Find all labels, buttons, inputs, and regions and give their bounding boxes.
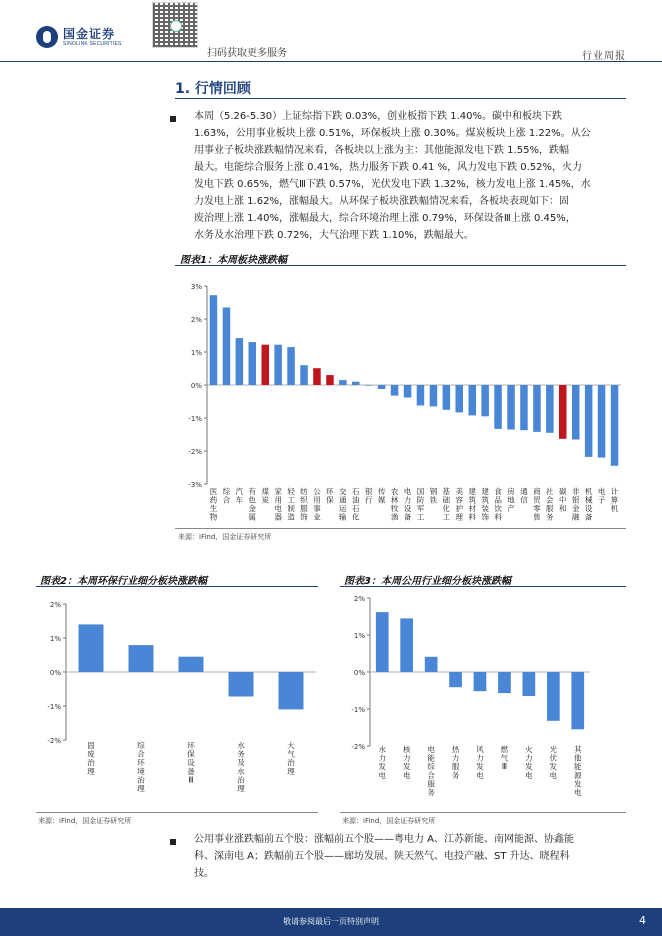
bar (469, 385, 477, 415)
x-category-label: 传媒 (377, 487, 386, 505)
bar (481, 385, 489, 416)
bar (598, 385, 606, 458)
x-category-label: 核力发电 (402, 745, 411, 780)
y-tick-label: 0% (190, 382, 202, 390)
chart2-title: 图表2：本周环保行业细分板块涨跌幅 (40, 576, 207, 587)
header-divider (0, 61, 662, 62)
bar (262, 345, 270, 385)
y-tick-label: -1% (351, 706, 365, 714)
bar (474, 672, 487, 691)
bar (417, 385, 425, 406)
x-category-label: 石油石化 (352, 487, 360, 522)
x-category-label: 房地产 (507, 487, 515, 513)
bar (326, 375, 334, 385)
x-category-label: 综合 (222, 487, 231, 505)
chart1-source-divider (175, 528, 626, 529)
y-tick-label: 0% (353, 669, 365, 677)
bullet-icon (170, 116, 176, 122)
x-category-label: 建筑材料 (468, 487, 476, 522)
x-category-label: 食品饮料 (494, 487, 502, 522)
y-tick-label: 3% (190, 283, 202, 291)
bar (339, 380, 347, 385)
x-category-label: 家用电器 (274, 487, 282, 522)
bar (611, 385, 619, 466)
report-type: 行业周报 (582, 51, 626, 62)
y-tick-label: -1% (47, 703, 61, 711)
x-category-label: 美容护理 (455, 487, 464, 522)
y-tick-label: 0% (49, 669, 61, 677)
chart3-title-divider (340, 586, 626, 587)
y-tick-label: -2% (351, 743, 365, 751)
bar (223, 308, 231, 386)
x-category-label: 机械设备 (584, 487, 593, 522)
x-category-label: 风力发电 (476, 745, 484, 780)
bar (430, 385, 438, 406)
bar (129, 645, 154, 672)
logo-icon (36, 26, 58, 48)
bar (365, 385, 373, 386)
x-category-label: 其他能源发电 (574, 745, 582, 797)
chart1-source: 来源：iFind，国金证券研究所 (178, 533, 272, 541)
x-category-label: 建筑装饰 (481, 487, 489, 522)
x-category-label: 环保 (326, 487, 334, 505)
chart1-title: 图表1：本周板块涨跌幅 (180, 255, 287, 266)
chart2-source-divider (36, 812, 318, 813)
y-tick-label: 2% (190, 316, 202, 324)
bar (229, 672, 254, 697)
bar (79, 624, 104, 672)
bar (274, 345, 282, 385)
bar (376, 612, 389, 672)
bar (585, 385, 593, 457)
bullet-icon (170, 839, 176, 845)
bar (279, 672, 304, 709)
section-title: 1. 行情回顾 (175, 81, 251, 97)
x-category-label: 大气治理 (287, 741, 295, 776)
bar (572, 385, 580, 440)
paragraph-line: 用事业子板块涨跌幅情况来看，各板块以上涨为主：其他能源发电下跌 1.55%，跌幅 (194, 145, 569, 156)
bar (449, 672, 462, 687)
x-category-label: 纺织服饰 (300, 487, 308, 522)
x-category-label: 环保设备 Ⅲ (187, 741, 195, 785)
bar (404, 385, 412, 398)
summary-paragraph (194, 108, 634, 244)
paragraph-line: 技。 (194, 868, 214, 879)
x-category-label: 非银金融 (571, 487, 580, 522)
chart3-source: 来源：iFind，国金证券研究所 (342, 817, 436, 825)
paragraph-line: 发电下跌 0.65%，燃气Ⅲ下跌 0.57%，光伏发电下跌 1.32%，核力发电上涨 1.45%，水 (194, 179, 591, 190)
x-category-label: 碳中和 (559, 487, 567, 513)
logo-name-cn: 国金证券 (63, 26, 116, 41)
footer-disclaimer[interactable]: 敬请参阅最后一页特别声明 (283, 917, 379, 926)
bar (547, 672, 560, 721)
x-category-label: 农林牧渔 (390, 487, 399, 522)
bar (425, 657, 438, 672)
x-category-label: 火力发电 (525, 745, 533, 780)
bar (498, 672, 511, 693)
chart3-title: 图表3：本周公用行业细分板块涨跌幅 (344, 576, 511, 587)
bar (179, 657, 204, 672)
x-category-label: 煤炭 (261, 487, 269, 505)
bar (313, 368, 321, 385)
company-logo (36, 26, 122, 48)
chart3-source-divider (340, 812, 626, 813)
bar (559, 385, 567, 439)
bar (236, 338, 244, 385)
bar (456, 385, 464, 412)
paragraph-line: 公用事业涨跌幅前五个股：涨幅前五个股——粤电力 A、江苏新能、南网能源、协鑫能 (194, 834, 575, 845)
paragraph-line: 科、深南电 A；跌幅前五个股——廊坊发展、陕天然气、电投产融、ST 升达、晓程科 (194, 851, 570, 862)
bar (520, 385, 528, 430)
bar (300, 365, 308, 385)
logo-name-en: SINOLINK SECURITIES (63, 40, 122, 47)
x-category-label: 交通运输 (339, 487, 347, 522)
bar (400, 618, 413, 672)
chart2-title-divider (36, 586, 318, 587)
bar (507, 385, 515, 430)
x-category-label: 水力发电 (378, 745, 386, 780)
scan-prompt: 扫码获取更多服务 (207, 48, 287, 59)
y-tick-label: -1% (188, 415, 202, 423)
y-tick-label: 2% (353, 595, 365, 603)
x-category-label: 汽车 (235, 487, 244, 505)
chart2-environmental-bar-chart (36, 588, 318, 808)
x-category-label: 基础化工 (442, 487, 451, 522)
paragraph-line: 最大。电能综合服务上涨 0.41%，热力服务下跌 0.41 %，风力发电下跌 0.52%，火力 (194, 162, 583, 173)
y-tick-label: 2% (49, 601, 61, 609)
bar (391, 385, 399, 396)
paragraph-line: 力发电上涨 1.62%，涨幅最大。从环保子板块涨跌幅情况来看，各板块表现如下：固 (194, 196, 569, 207)
bar (249, 342, 257, 385)
bar (546, 385, 554, 433)
x-category-label: 医药生物 (209, 487, 218, 522)
paragraph-line: 水务及水治理下跌 0.72%，大气治理下跌 1.10%，跌幅最大。 (194, 230, 474, 241)
x-category-label: 轻工制造 (287, 487, 295, 522)
x-category-label: 燃气 Ⅲ (500, 745, 509, 772)
x-category-label: 综合环境治理 (137, 741, 145, 793)
x-category-label: 固废治理 (87, 741, 95, 776)
paragraph-line: 1.63%，公用事业板块上涨 0.51%，环保板块上涨 0.30%。煤炭板块上涨 1.22%。从公 (194, 128, 591, 139)
y-tick-label: -2% (47, 737, 61, 745)
bar (287, 347, 295, 385)
x-category-label: 银行 (364, 487, 373, 505)
section-divider (175, 98, 626, 99)
x-category-label: 国防军工 (416, 487, 425, 522)
x-category-label: 钢铁 (429, 487, 438, 505)
x-category-label: 计算机 (610, 487, 619, 513)
y-tick-label: -2% (188, 448, 202, 456)
x-category-label: 水务及水治理 (237, 741, 245, 793)
paragraph-line: 废治理上涨 1.40%，涨幅最大，综合环境治理上涨 0.79%，环保设备Ⅲ上涨 0.45%， (194, 213, 576, 224)
y-tick-label: 1% (190, 349, 202, 357)
bar (571, 672, 584, 729)
page-number: 4 (639, 914, 646, 927)
x-category-label: 通信 (520, 487, 528, 505)
stock-ranking-paragraph (194, 831, 634, 882)
bar (378, 385, 386, 389)
x-category-label: 公用事业 (313, 487, 321, 522)
y-tick-label: 1% (353, 632, 365, 640)
x-category-label: 有色金属 (248, 487, 257, 522)
chart2-source: 来源：iFind，国金证券研究所 (38, 817, 132, 825)
x-category-label: 社会服务 (546, 487, 554, 522)
x-category-label: 电力设备 (403, 487, 412, 522)
x-category-label: 商贸零售 (533, 487, 541, 522)
x-category-label: 电子 (597, 487, 606, 505)
bar (352, 382, 360, 385)
x-category-label: 光伏发电 (549, 745, 558, 780)
y-tick-label: 1% (49, 635, 61, 643)
chart1-sector-bar-chart (175, 266, 626, 528)
bar (523, 672, 536, 696)
y-tick-label: -3% (188, 481, 202, 489)
qr-code-icon[interactable] (152, 2, 198, 48)
x-category-label: 电能综合服务 (427, 745, 435, 797)
paragraph-line: 本周（5.26-5.30）上证综指下跌 0.03%，创业板指下跌 1.40%。碳中和板块下跌 (194, 111, 563, 122)
bar (494, 385, 502, 429)
chart3-utility-bar-chart (340, 588, 626, 808)
bar (533, 385, 541, 432)
x-category-label: 热力服务 (451, 745, 460, 780)
bar (443, 385, 451, 410)
bar (210, 295, 218, 385)
